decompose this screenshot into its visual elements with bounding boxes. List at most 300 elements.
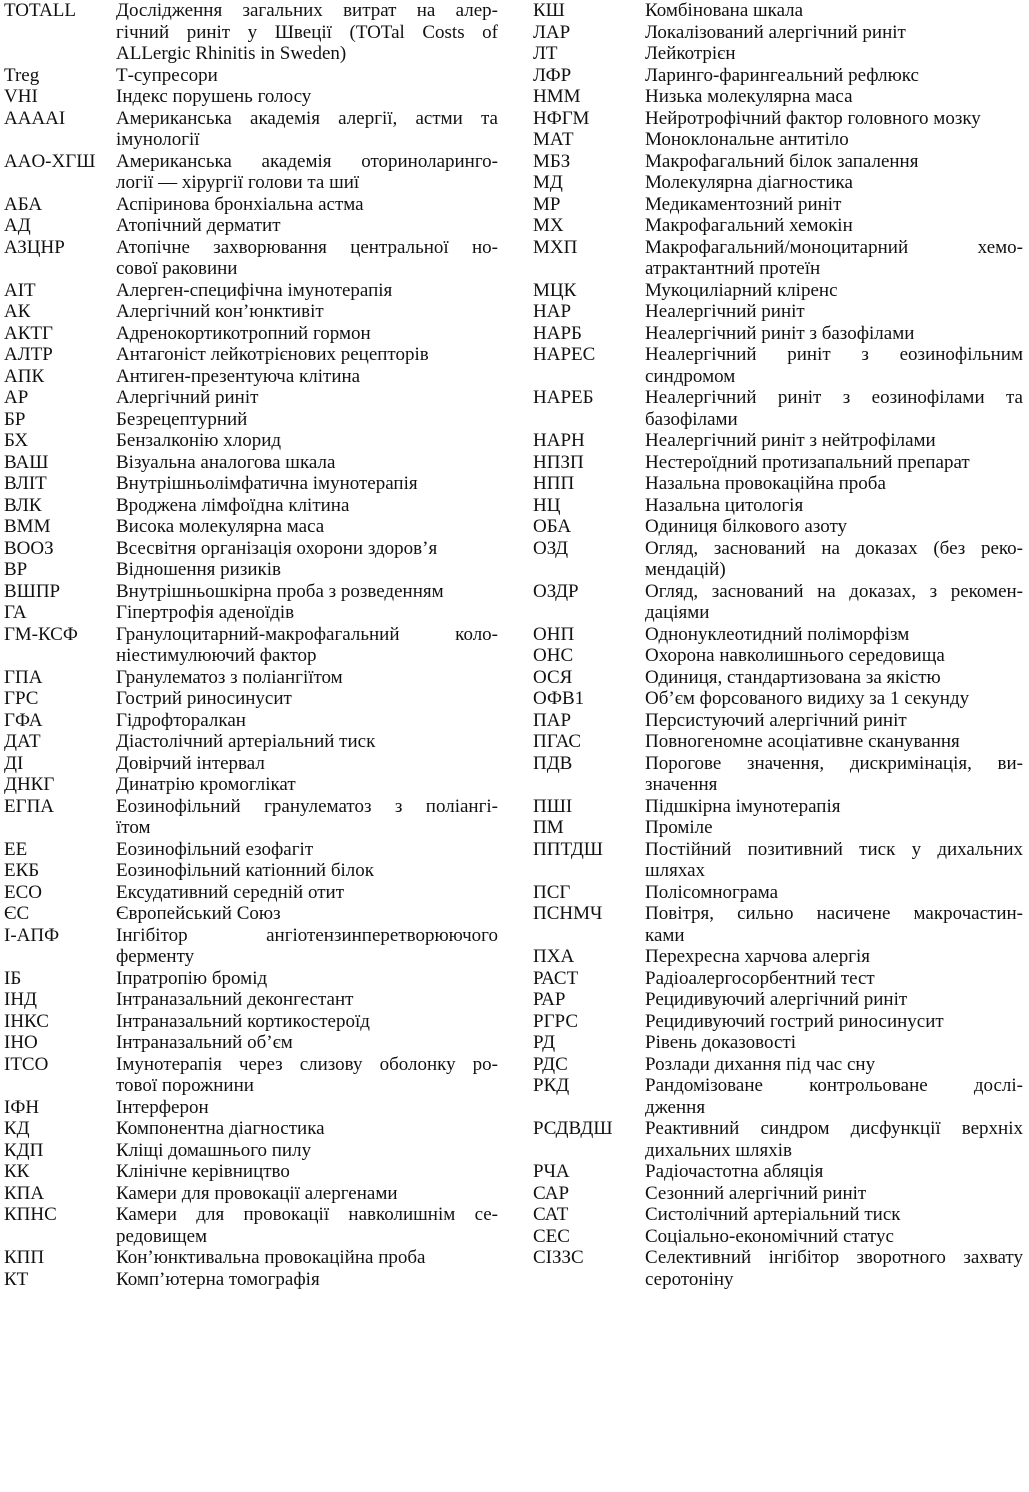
abbreviation-term: МХП (533, 236, 578, 258)
definition-line: Проміле (645, 817, 713, 838)
abbreviation-definition (645, 43, 1023, 65)
definition-line: імунології (116, 129, 200, 150)
definition-line: Європейський Союз (116, 903, 281, 924)
abbreviation-term: ЕГПА (4, 795, 55, 817)
definition-line: Медикаментозний риніт (645, 193, 842, 215)
definition-line: Полісомнограма (645, 881, 779, 903)
definition-line: Кліщі домашнього пилу (116, 1139, 312, 1161)
abbreviation-term: ДАТ (4, 731, 41, 752)
abbreviation-entry (4, 344, 498, 366)
abbreviation-entry (4, 602, 498, 624)
abbreviation-term: ПМ (533, 817, 564, 838)
abbreviation-definition (116, 968, 498, 990)
abbreviation-definition (116, 839, 498, 861)
abbreviation-entry (533, 1204, 1023, 1226)
abbreviation-term: РАР (533, 989, 566, 1010)
abbreviation-term: РГРС (533, 1010, 579, 1032)
abbreviation-term: І-АПФ (4, 924, 60, 946)
abbreviation-term: КПП (4, 1247, 45, 1268)
abbreviation-entry (4, 1032, 498, 1054)
abbreviation-entry (533, 1054, 1023, 1076)
abbreviation-definition (116, 860, 498, 882)
abbreviation-definition (645, 903, 1023, 946)
abbreviation-entry (533, 452, 1023, 474)
abbreviation-entry (533, 624, 1023, 646)
definition-line: Постійний позитивний тиск у дихальних (645, 838, 1023, 860)
abbreviation-term: ОНС (533, 645, 574, 666)
abbreviation-term: ЕСО (4, 881, 42, 903)
definition-line: ками (645, 924, 685, 946)
abbreviation-term: АБА (4, 193, 43, 215)
abbreviation-entry (533, 22, 1023, 44)
abbreviation-entry (4, 1140, 498, 1162)
abbreviation-definition (116, 1247, 498, 1269)
abbreviation-entry (533, 710, 1023, 732)
definition-line: Гранулоцитарний-макрофагальний коло- (116, 623, 498, 645)
abbreviation-definition (645, 667, 1023, 689)
abbreviation-term: МД (533, 172, 563, 193)
abbreviation-definition (645, 817, 1023, 839)
definition-line: Гострий риносинусит (116, 688, 292, 709)
definition-line: логії — хірургії голови та шиї (116, 172, 360, 193)
abbreviation-definition (645, 65, 1023, 87)
definition-line: їтом (116, 817, 151, 838)
abbreviation-entry (533, 86, 1023, 108)
abbreviation-term: СІЗЗС (533, 1247, 584, 1268)
abbreviation-entry (4, 151, 498, 194)
abbreviation-term: ЛФР (533, 64, 572, 86)
abbreviation-term: ОЗД (533, 537, 569, 559)
abbreviation-entry (533, 1075, 1023, 1118)
abbreviation-entry (533, 946, 1023, 968)
abbreviation-definition (116, 366, 498, 388)
abbreviation-definition (645, 0, 1023, 22)
definition-line: атрактантний протеїн (645, 258, 821, 279)
abbreviation-entry (4, 301, 498, 323)
abbreviation-definition (116, 452, 498, 474)
abbreviation-definition (645, 280, 1023, 302)
definition-line: Антагоніст лейкотрієнових рецепторів (116, 344, 429, 365)
definition-line: Молекулярна діагностика (645, 172, 853, 193)
abbreviation-term: ДІ (4, 752, 24, 774)
abbreviation-entry (4, 882, 498, 904)
abbreviation-entry (533, 839, 1023, 882)
abbreviation-term: КШ (533, 0, 565, 21)
abbreviation-definition (645, 753, 1023, 796)
definition-line: тової порожнини (116, 1075, 254, 1096)
abbreviation-term: НПП (533, 473, 575, 494)
abbreviation-term: ВЛК (4, 494, 42, 516)
definition-line: Довірчий інтервал (116, 752, 265, 774)
abbreviation-entry (533, 731, 1023, 753)
definition-line: Гранулематоз з поліангіїтом (116, 666, 343, 688)
abbreviation-definition (645, 710, 1023, 732)
abbreviation-entry (533, 301, 1023, 323)
abbreviation-definition (645, 1247, 1023, 1290)
abbreviation-entry (533, 323, 1023, 345)
abbreviation-term: ОСЯ (533, 666, 573, 688)
definition-line: Перехресна харчова алергія (645, 946, 871, 967)
abbreviation-definition (645, 172, 1023, 194)
abbreviation-entry (533, 280, 1023, 302)
definition-line: Компонентна діагностика (116, 1118, 325, 1139)
abbreviation-term: ІНКС (4, 1010, 49, 1032)
abbreviation-entry (4, 430, 498, 452)
abbreviation-term: AAAAI (4, 107, 66, 129)
abbreviation-entry (4, 1161, 498, 1183)
abbreviation-term: ПСНМЧ (533, 903, 603, 924)
abbreviation-term: ІНД (4, 989, 38, 1010)
abbreviation-entry (533, 344, 1023, 387)
definition-line: базофілами (645, 408, 738, 430)
definition-line: ALLergic Rhinitis in Sweden) (116, 43, 347, 64)
definition-line: Діастолічний артеріальний тиск (116, 731, 376, 752)
abbreviation-term: VHI (4, 86, 38, 107)
abbreviation-term: ГМ-КСФ (4, 623, 78, 645)
abbreviation-definition (645, 323, 1023, 345)
abbreviation-definition (116, 215, 498, 237)
abbreviation-term: AAO-ХГШ (4, 150, 96, 172)
abbreviation-entry (533, 1183, 1023, 1205)
abbreviation-definition (645, 731, 1023, 753)
abbreviation-entry (4, 86, 498, 108)
abbreviation-definition (645, 215, 1023, 237)
abbreviation-entry (533, 989, 1023, 1011)
definition-line: Безрецептурний (116, 408, 248, 430)
abbreviation-definition (116, 1118, 498, 1140)
abbreviation-entry (533, 581, 1023, 624)
abbreviation-definition (116, 409, 498, 431)
definition-line: Огляд, заснований на доказах, з рекомен- (645, 580, 1023, 602)
definition-line: серотоніну (645, 1268, 734, 1290)
abbreviation-term: ПХА (533, 946, 575, 967)
abbreviation-definition (116, 753, 498, 775)
abbreviation-definition (116, 903, 498, 925)
abbreviation-definition (116, 495, 498, 517)
abbreviation-term: НПЗП (533, 451, 584, 473)
definition-line: Камери для провокації алергенами (116, 1182, 398, 1204)
abbreviation-term: ПДВ (533, 752, 573, 774)
abbreviation-entry (4, 1247, 498, 1269)
abbreviation-term: КТ (4, 1268, 29, 1290)
abbreviation-term: ЛАР (533, 21, 571, 43)
definition-line: Рандомізоване контрольоване дослі- (645, 1075, 1023, 1096)
abbreviation-term: АЛТР (4, 344, 53, 365)
abbreviation-definition (116, 624, 498, 667)
definition-line: Локалізований алергічний риніт (645, 21, 906, 43)
definition-line: Розлади дихання під час сну (645, 1053, 876, 1075)
abbreviation-term: КД (4, 1118, 30, 1139)
abbreviation-definition (116, 430, 498, 452)
abbreviation-entry (4, 688, 498, 710)
definition-line: Гідрофторалкан (116, 709, 246, 731)
definition-line: Лейкотрієн (645, 43, 736, 64)
definition-line: Камери для провокації навколишнім се- (116, 1204, 498, 1225)
abbreviation-term: ІБ (4, 967, 22, 989)
abbreviation-term: РКД (533, 1075, 570, 1096)
abbreviation-term: НАРЕБ (533, 387, 594, 408)
abbreviation-term: РД (533, 1032, 556, 1053)
abbreviation-definition (645, 796, 1023, 818)
definition-line: Рецидивуючий алергічний риніт (645, 989, 908, 1010)
abbreviation-entry (4, 215, 498, 237)
abbreviation-entry (533, 688, 1023, 710)
definition-line: Гіпертрофія аденоїдів (116, 602, 295, 623)
definition-line: дихальних шляхів (645, 1139, 793, 1161)
definition-line: Неалергічний риніт (645, 301, 805, 322)
abbreviation-entry (4, 495, 498, 517)
abbreviation-term: РДС (533, 1053, 568, 1075)
definition-line: Т-супресори (116, 64, 218, 86)
definition-line: ніестимулюючий фактор (116, 645, 317, 666)
abbreviation-definition (645, 1032, 1023, 1054)
abbreviation-definition (645, 645, 1023, 667)
abbreviation-term: НАР (533, 301, 572, 322)
abbreviation-definition (645, 989, 1023, 1011)
abbreviation-definition (645, 516, 1023, 538)
definition-line: значення (645, 774, 718, 795)
abbreviation-entry (4, 473, 498, 495)
abbreviation-term: АІТ (4, 279, 36, 301)
definition-line: Підшкірна імунотерапія (645, 795, 841, 817)
definition-line: Кон’юнктивальна провокаційна проба (116, 1247, 426, 1268)
abbreviation-term: ОФВ1 (533, 688, 585, 709)
abbreviation-term: ДНКГ (4, 774, 55, 795)
definition-line: Інтраназальний деконгестант (116, 989, 354, 1010)
definition-line: Однонуклеотидний поліморфізм (645, 623, 910, 645)
abbreviation-definition (645, 1075, 1023, 1118)
abbreviation-definition (645, 1118, 1023, 1161)
abbreviation-definition (116, 516, 498, 538)
abbreviation-definition (116, 1204, 498, 1247)
abbreviation-term: ПАР (533, 709, 572, 731)
abbreviation-entry (4, 323, 498, 345)
definition-line: Нейротрофічний фактор головного мозку (645, 107, 981, 129)
abbreviation-definition (116, 1097, 498, 1119)
definition-line: Інтраназальний об’єм (116, 1032, 293, 1053)
abbreviation-term: КПА (4, 1182, 45, 1204)
abbreviation-entry (4, 1011, 498, 1033)
abbreviation-definition (116, 602, 498, 624)
abbreviation-entry (4, 1269, 498, 1291)
definition-line: Об’єм форсованого видиху за 1 секунду (645, 688, 970, 709)
abbreviation-entry (4, 860, 498, 882)
definition-line: Еозинофільний езофагіт (116, 838, 314, 860)
abbreviation-term: МАТ (533, 129, 574, 150)
definition-line: Макрофагальний білок запалення (645, 150, 919, 172)
abbreviation-entry (533, 1161, 1023, 1183)
definition-line: Систолічний артеріальний тиск (645, 1204, 901, 1225)
abbreviation-term: НАРН (533, 430, 585, 451)
abbreviation-term: ІТСО (4, 1053, 49, 1075)
definition-line: Назальна цитологія (645, 494, 804, 516)
abbreviation-entry (4, 1054, 498, 1097)
abbreviation-term: САТ (533, 1204, 569, 1225)
abbreviation-definition (645, 946, 1023, 968)
abbreviation-term: НФГМ (533, 107, 590, 129)
abbreviation-entry (4, 1204, 498, 1247)
abbreviation-definition (116, 774, 498, 796)
abbreviation-definition (116, 1161, 498, 1183)
abbreviation-term: АКТГ (4, 322, 53, 344)
abbreviation-term: БХ (4, 430, 29, 451)
abbreviation-entry (4, 559, 498, 581)
abbreviation-entry (4, 516, 498, 538)
abbreviation-entry (533, 129, 1023, 151)
abbreviation-entry (533, 430, 1023, 452)
definition-line: Інгібітор ангіотензинперетворюючого (116, 924, 498, 946)
abbreviation-definition (645, 344, 1023, 387)
abbreviation-entry (533, 903, 1023, 946)
abbreviation-definition (116, 667, 498, 689)
abbreviation-definition (645, 882, 1023, 904)
definition-line: сової раковини (116, 258, 238, 279)
abbreviation-definition (645, 301, 1023, 323)
abbreviation-term: ВАШ (4, 451, 49, 473)
abbreviation-term: ОНП (533, 623, 575, 645)
abbreviation-definition (116, 108, 498, 151)
abbreviation-definition (116, 731, 498, 753)
definition-line: мендацій) (645, 559, 726, 580)
definition-line: Динатрію кромоглікат (116, 774, 296, 795)
definition-line: Неалергічний риніт з еозинофілами та (645, 387, 1023, 408)
abbreviation-term: ПГАС (533, 731, 582, 752)
definition-line: Комп’ютерна томографія (116, 1268, 320, 1290)
abbreviation-entry (4, 667, 498, 689)
abbreviation-definition (116, 989, 498, 1011)
definition-line: редовищем (116, 1225, 208, 1247)
abbreviation-definition (645, 495, 1023, 517)
abbreviation-term: СЕС (533, 1225, 570, 1247)
abbreviation-term: МБЗ (533, 150, 571, 172)
abbreviation-term: ЛТ (533, 43, 558, 64)
definition-line: Рецидивуючий гострий риносинусит (645, 1010, 944, 1032)
definition-line: Аспіринова бронхіальна астма (116, 193, 364, 215)
abbreviation-term: НММ (533, 86, 581, 107)
abbreviation-entry (4, 839, 498, 861)
abbreviation-term: АЗЦНР (4, 236, 65, 258)
abbreviations-column-right (533, 0, 1023, 1290)
abbreviation-term: АР (4, 387, 29, 408)
abbreviation-entry (4, 108, 498, 151)
abbreviation-entry (4, 710, 498, 732)
abbreviation-definition (645, 237, 1023, 280)
definition-line: Інтраназальний кортикостероїд (116, 1010, 370, 1032)
abbreviation-definition (116, 796, 498, 839)
definition-line: Низька молекулярна маса (645, 86, 853, 107)
abbreviation-term: TOTALL (4, 0, 77, 21)
abbreviation-entry (533, 108, 1023, 130)
definition-line: Американська академія алергії, астми та (116, 107, 498, 129)
abbreviation-term: ГРС (4, 688, 39, 709)
abbreviation-entry (533, 237, 1023, 280)
abbreviation-definition (116, 1032, 498, 1054)
abbreviation-entry (4, 581, 498, 603)
definition-line: гічний риніт у Швеції (TOTal Costs of (116, 21, 498, 43)
abbreviation-definition (116, 581, 498, 603)
abbreviation-definition (116, 387, 498, 409)
definition-line: Селективний інгібітор зворотного захвату (645, 1247, 1023, 1268)
abbreviation-term: Treg (4, 64, 40, 86)
abbreviation-entry (533, 538, 1023, 581)
abbreviation-definition (116, 925, 498, 968)
definition-line: Дослідження загальних витрат на алер- (116, 0, 498, 21)
definition-line: Неалергічний риніт з еозинофільним (645, 344, 1023, 365)
abbreviation-entry (4, 0, 498, 65)
abbreviation-entry (533, 753, 1023, 796)
abbreviation-term: ОБА (533, 516, 572, 537)
definition-line: Ексудативний середній отит (116, 881, 344, 903)
definition-line: Рівень доказовості (645, 1032, 796, 1053)
abbreviation-entry (533, 1226, 1023, 1248)
abbreviation-entry (4, 624, 498, 667)
definition-line: Імунотерапія через слизову оболонку ро- (116, 1053, 498, 1075)
abbreviation-entry (4, 1183, 498, 1205)
abbreviation-entry (533, 473, 1023, 495)
abbreviation-entry (533, 151, 1023, 173)
abbreviation-definition (645, 1183, 1023, 1205)
abbreviation-entry (533, 796, 1023, 818)
abbreviation-term: ІФН (4, 1096, 40, 1118)
definition-line: Інтерферон (116, 1096, 209, 1118)
abbreviation-entry (533, 882, 1023, 904)
definition-line: Адренокортикотропний гормон (116, 322, 371, 344)
abbreviation-definition (116, 1183, 498, 1205)
definition-line: даціями (645, 602, 710, 623)
abbreviation-term: КДП (4, 1139, 44, 1161)
abbreviation-definition (116, 559, 498, 581)
abbreviation-entry (533, 387, 1023, 430)
definition-line: Внутрішньолімфатична імунотерапія (116, 473, 418, 494)
abbreviation-definition (645, 538, 1023, 581)
definition-line: Антиген-презентуюча клітина (116, 365, 361, 387)
definition-line: Відношення ризиків (116, 559, 281, 580)
definition-line: Макрофагальний хемокін (645, 215, 853, 236)
abbreviation-definition (645, 968, 1023, 990)
abbreviation-definition (645, 624, 1023, 646)
abbreviation-definition (116, 1054, 498, 1097)
abbreviation-entry (4, 1118, 498, 1140)
definition-line: Охорона навколишнього середовища (645, 645, 945, 666)
abbreviation-term: ГА (4, 602, 27, 623)
abbreviation-definition (645, 839, 1023, 882)
definition-line: Макрофагальний/моноцитарний хемо- (645, 236, 1023, 258)
definition-line: Сезонний алергічний риніт (645, 1182, 867, 1204)
definition-line: Неалергічний риніт з базофілами (645, 322, 915, 344)
abbreviation-term: АК (4, 301, 31, 322)
abbreviation-entry (533, 516, 1023, 538)
abbreviation-definition (645, 86, 1023, 108)
abbreviation-entry (4, 387, 498, 409)
definition-line: Порогове значення, дискримінація, ви- (645, 752, 1023, 774)
abbreviation-term: КПНС (4, 1204, 57, 1225)
abbreviation-term: РЧА (533, 1161, 570, 1182)
abbreviation-entry (4, 925, 498, 968)
abbreviation-definition (645, 129, 1023, 151)
abbreviation-definition (116, 882, 498, 904)
abbreviation-term: МХ (533, 215, 564, 236)
abbreviation-definition (645, 108, 1023, 130)
abbreviation-entry (533, 1011, 1023, 1033)
definition-line: Висока молекулярна маса (116, 516, 325, 537)
abbreviation-definition (645, 151, 1023, 173)
abbreviation-term: АПК (4, 365, 45, 387)
abbreviation-entry (533, 43, 1023, 65)
abbreviation-term: БР (4, 408, 26, 430)
definition-line: Огляд, заснований на доказах (без реко- (645, 537, 1023, 559)
abbreviation-entry (533, 1247, 1023, 1290)
abbreviation-entry (4, 989, 498, 1011)
